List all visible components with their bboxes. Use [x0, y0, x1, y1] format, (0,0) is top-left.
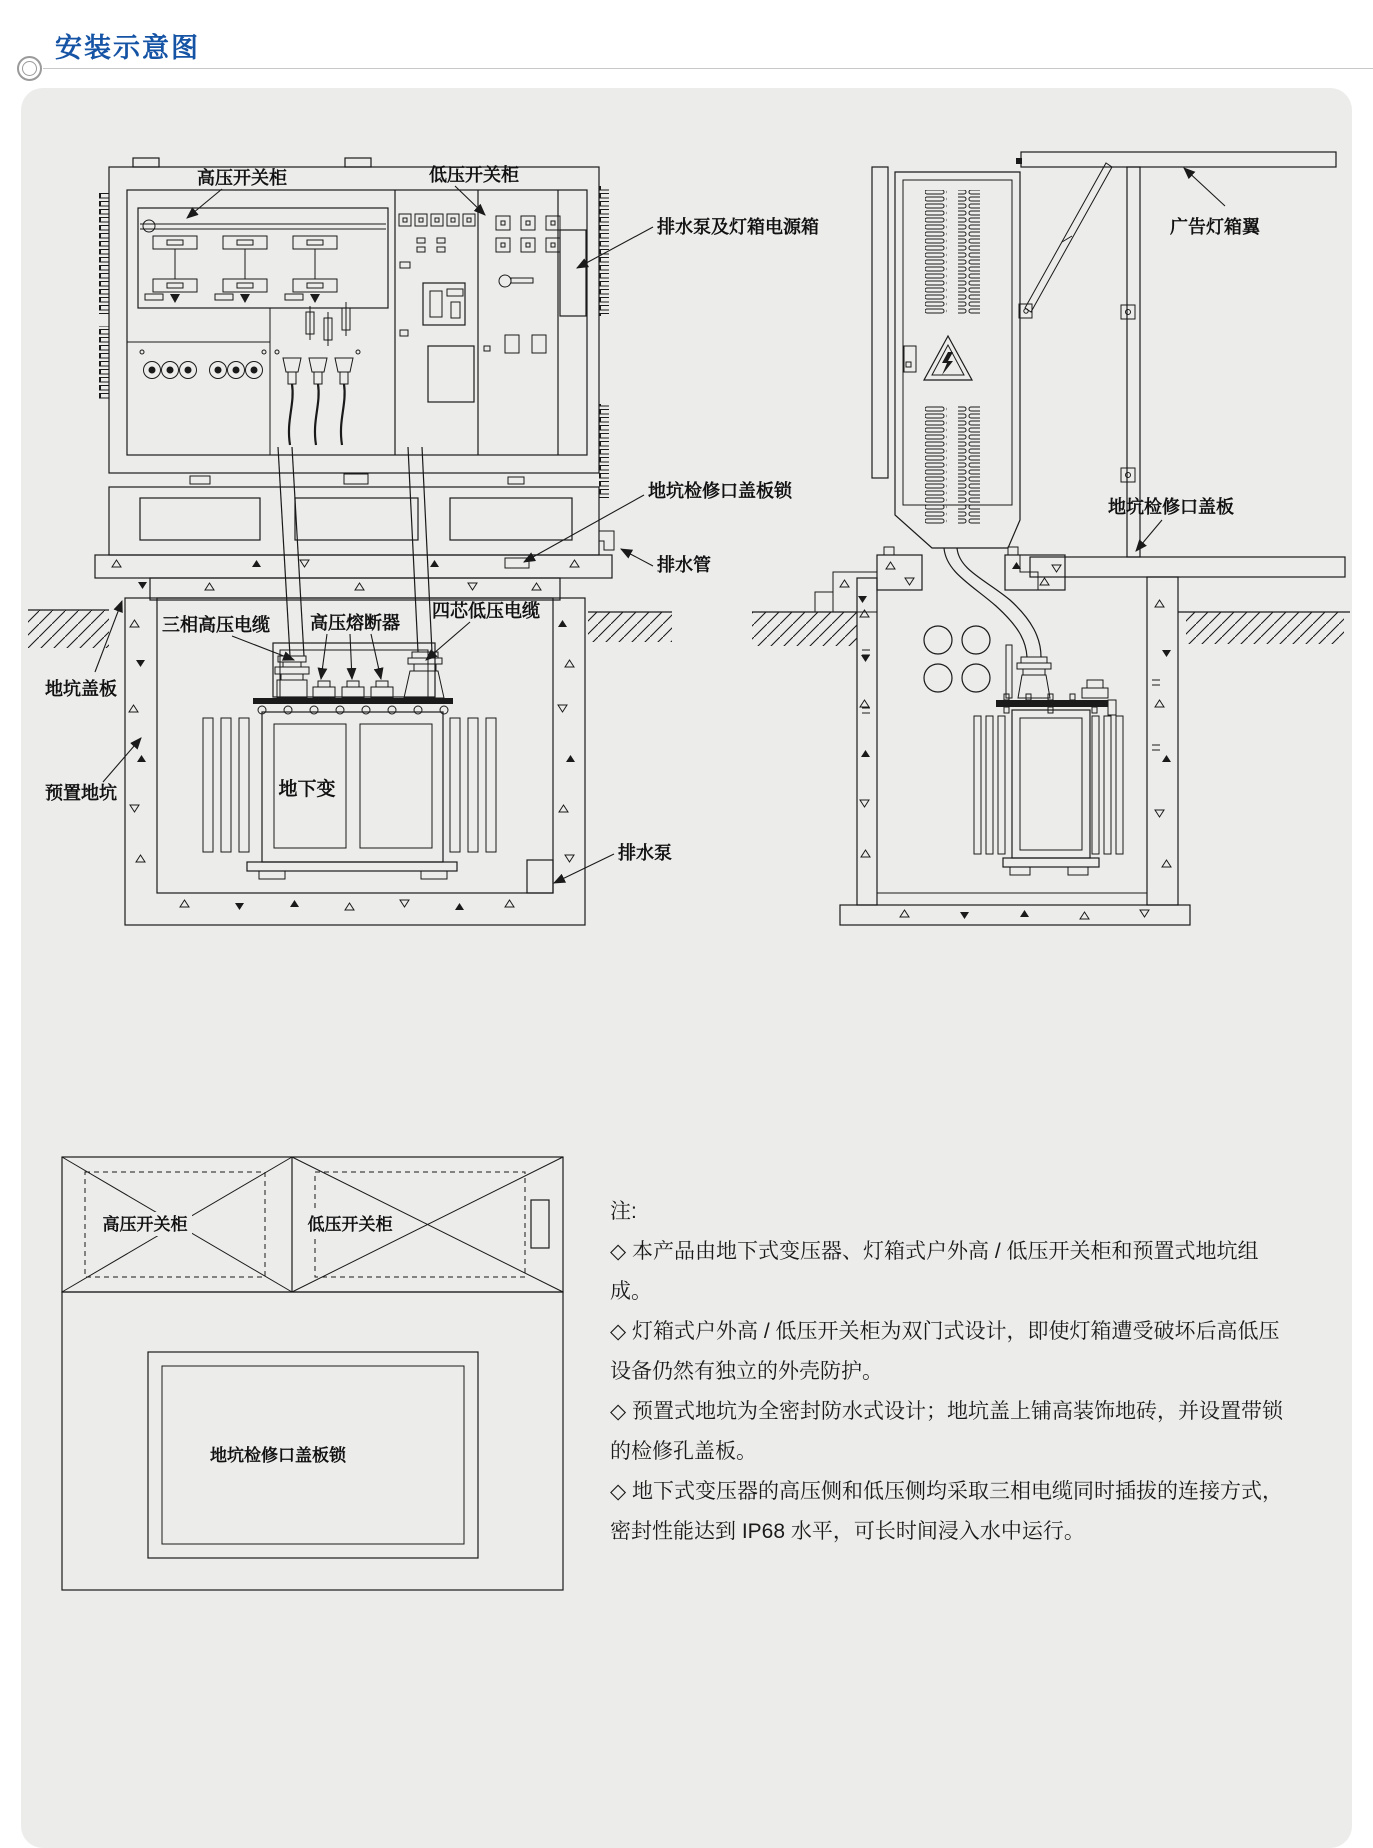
front-view-diagram [28, 158, 819, 925]
cable-plugs [275, 350, 360, 445]
label-pit-access-cover: 地坑检修口盖板 [1108, 497, 1234, 517]
pump-power-box [560, 230, 586, 316]
hv-fuse-blocks [313, 681, 393, 698]
note-item: ◇ 本产品由地下式变压器、灯箱式户外高 / 低压开关柜和预置式地坑组成。 [610, 1240, 1259, 1303]
front-pit [125, 598, 585, 925]
label-hv-cable: 三相高压电缆 [162, 615, 270, 635]
side-view-labels [1108, 168, 1261, 551]
label-hv-fuse: 高压熔断器 [310, 613, 400, 633]
side-pit [752, 547, 1350, 925]
front-cabinet-shell [99, 158, 609, 498]
vent-grille [295, 498, 418, 540]
notes-heading: 注: [610, 1200, 637, 1223]
note-item: ◇ 地下式变压器的高压侧和低压侧均采取三相电缆同时插拔的连接方式，密封性能达到 IP68 水平，可长时间浸入水中运行。 [610, 1480, 1283, 1543]
side-louver [925, 190, 947, 315]
page-title: 安装示意图 [55, 33, 200, 63]
ground-hatch [1186, 612, 1344, 644]
hv-cable-terminals [140, 350, 266, 379]
label-lv-cabinet: 低压开关柜 [429, 165, 519, 185]
pit-cover-lock-shape [505, 558, 529, 568]
hazard-triangle-icon [924, 336, 972, 380]
front-cabinet-base [109, 474, 614, 555]
vent-grille [140, 498, 260, 540]
top-view-diagram [62, 1157, 563, 1590]
ground-hatch [752, 612, 857, 646]
note-item: ◇ 预置式地坑为全密封防水式设计；地坑盖上铺高装饰地砖，并设置带锁的检修孔盖板。 [610, 1400, 1283, 1463]
label-pump-power-box: 排水泵及灯箱电源箱 [657, 217, 819, 237]
label-underground-transformer: 地下变 [278, 779, 336, 800]
label-ad-wing: 广告灯箱翼 [1170, 217, 1260, 237]
label-top-lv-cabinet: 低压开关柜 [307, 1215, 393, 1234]
door-handle-icon [499, 275, 533, 287]
label-hv-cabinet: 高压开关柜 [197, 168, 287, 188]
hv-switchgear-section [127, 208, 388, 455]
lightbox-fins-left [99, 192, 109, 314]
label-top-pit-access-lock: 地坑检修口盖板锁 [210, 1446, 346, 1465]
brick-pit-cover [62, 1292, 563, 1590]
label-drain-pump: 排水泵 [618, 843, 672, 863]
label-top-hv-cabinet: 高压开关柜 [102, 1215, 188, 1234]
label-pit-cover: 地坑盖板 [45, 679, 117, 699]
hv-switch-bay [285, 236, 337, 303]
label-drain-pipe: 排水管 [657, 555, 711, 575]
ground-hatch [588, 612, 672, 642]
top-view-handle [531, 1200, 549, 1248]
drain-pump-shape [527, 860, 553, 893]
note-item: ◇ 灯箱式户外高 / 低压开关柜为双门式设计，即使灯箱遭受破坏后高低压设备仍然有独立的外壳防护。 [610, 1320, 1280, 1383]
pit-access-cover-plate [1030, 557, 1345, 577]
label-lv-cable: 四芯低压电缆 [432, 601, 540, 621]
label-pit-access-lock: 地坑检修口盖板锁 [648, 481, 792, 501]
underground-transformer-side [974, 645, 1123, 875]
drain-pipe-shape [599, 531, 614, 550]
door-lock-icon [904, 346, 916, 372]
lv-bushing [404, 652, 444, 698]
notes-block [610, 1192, 1286, 1552]
side-view-diagram [752, 152, 1350, 925]
ground-hatch [28, 610, 109, 648]
vent-grille [450, 498, 572, 540]
hv-switch-bay [215, 236, 267, 303]
label-prefab-pit: 预置地坑 [45, 783, 117, 803]
side-cabinet [872, 167, 1020, 548]
underground-transformer-front [203, 447, 496, 879]
hv-switch-bay [145, 236, 197, 303]
